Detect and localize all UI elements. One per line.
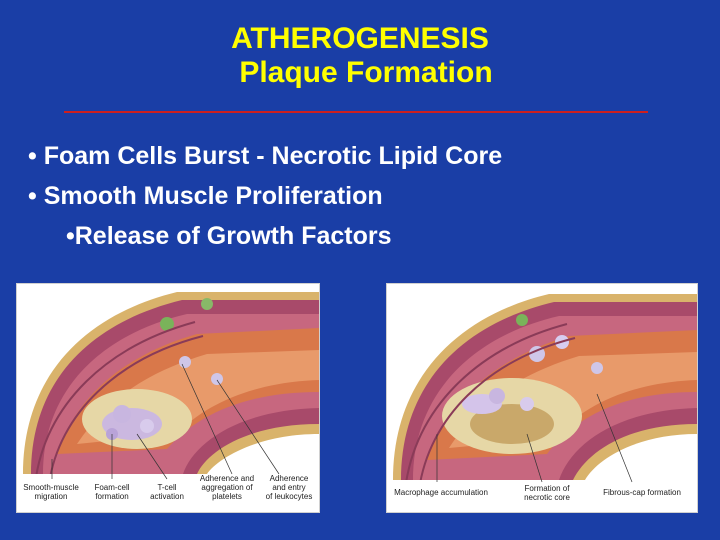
caption-smooth-muscle-migration: Smooth-muscle migration bbox=[23, 483, 79, 501]
artery-drawing-right bbox=[387, 284, 697, 512]
artery-illustration-left bbox=[16, 283, 320, 513]
caption-foam-cell-formation: Foam-cell formation bbox=[94, 483, 130, 501]
bullet-list bbox=[28, 136, 502, 256]
caption-platelet-adherence: Adherence and aggregation of platelets bbox=[199, 474, 255, 501]
slide-title bbox=[0, 22, 720, 90]
title-divider bbox=[64, 111, 648, 113]
caption-tcell-activation: T-cell activation bbox=[150, 483, 184, 501]
title-line-2: Plaque Formation bbox=[239, 56, 493, 89]
bullet-item-2: • Smooth Muscle Proliferation bbox=[28, 182, 383, 210]
bullet-item-1: • Foam Cells Burst - Necrotic Lipid Core bbox=[28, 142, 503, 170]
caption-necrotic-core-formation: Formation of necrotic core bbox=[524, 484, 570, 502]
caption-leukocyte-entry: Adherence and entry of leukocytes bbox=[265, 474, 313, 501]
caption-fibrous-cap-formation: Fibrous-cap formation bbox=[603, 488, 681, 497]
caption-macrophage-accumulation: Macrophage accumulation bbox=[394, 488, 488, 497]
artery-illustration-right bbox=[386, 283, 698, 513]
bullet-item-3: •Release of Growth Factors bbox=[66, 222, 392, 250]
title-line-1: ATHEROGENESIS bbox=[231, 22, 489, 55]
